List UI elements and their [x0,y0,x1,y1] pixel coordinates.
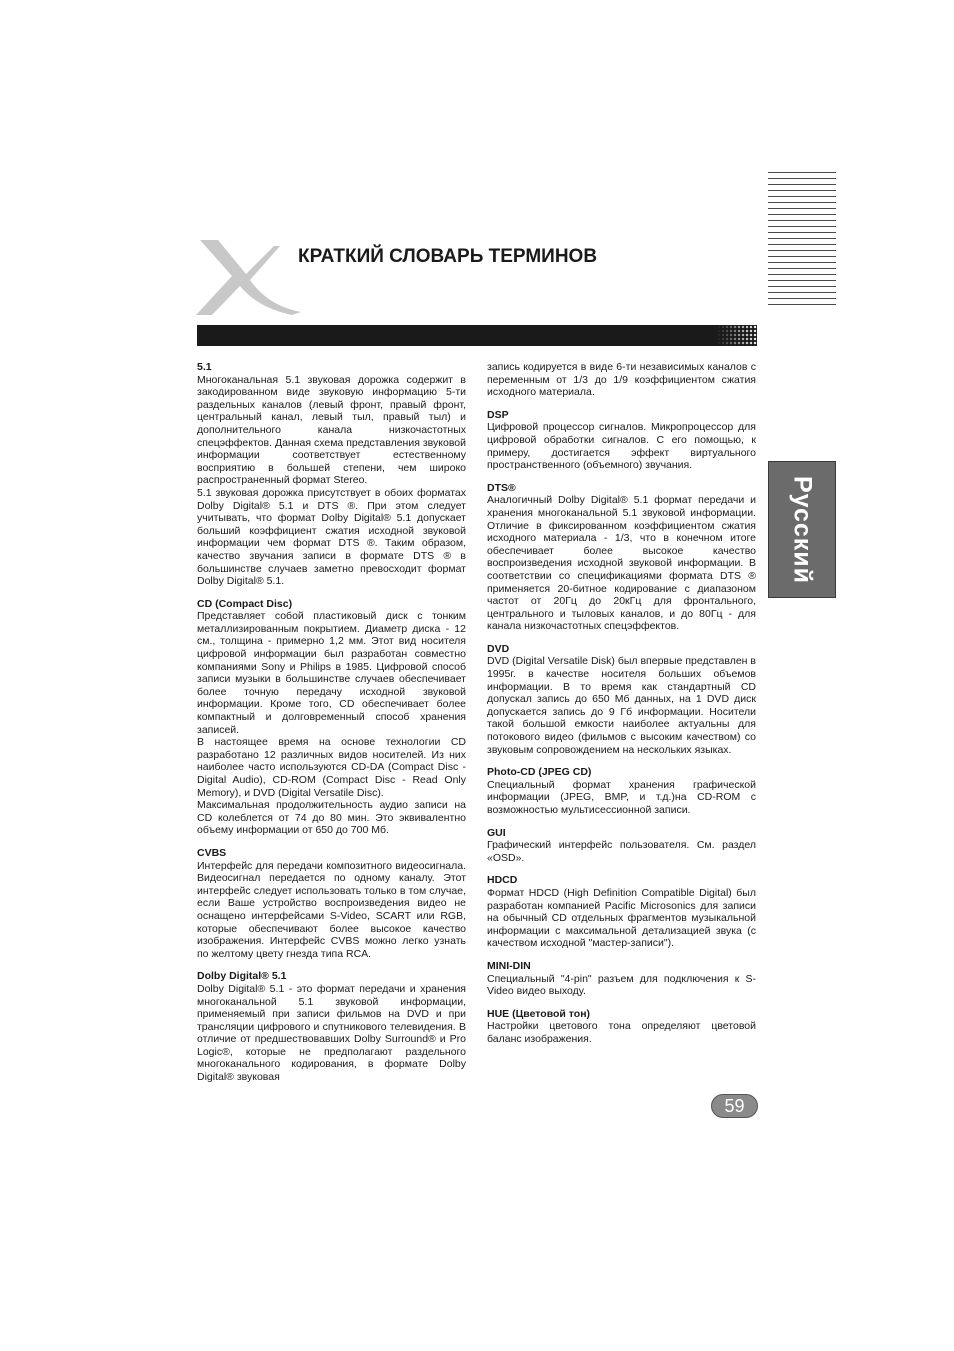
glossary-definition: Специальный "4-pin" разъем для подключения к S-Video видео выходу. [487,972,756,998]
header-bar-dot-pattern [717,325,757,346]
glossary-definition: Максимальная продолжительность аудио записи на CD колеблется от 74 до 80 мин. Это эквивалентно объему информации от 650 до 700 Мб. [197,799,466,837]
glossary-term: Photo-CD (JPEG CD) [487,766,592,779]
glossary-term: GUI [487,826,506,839]
glossary-definition: Формат HDCD (High Definition Compatible Digital) был разработан компанией Pacific Microsonics для записи на обычный CD отдельных фрагментов музыкальной информации с максимальной детализацией звука (с качеством исходной "мастер-записи"). [487,886,756,950]
glossary-definition: Графический интерфейс пользователя. См. раздел «OSD». [487,839,756,864]
brand-x-logo [196,240,301,315]
glossary-definition: Представляет собой пластиковый диск с тонким металлизированным покрытием. Диаметр диска - 12 см., толщина - примерно 1,2 мм. Этот вид носителя цифровой информации был разработан совместно компаниями Sony и Philips в 1985. Цифровой способ записи музыки в большинстве случаев обеспечивает более точную передачу исходной звуковой информации. Кроме того, CD обеспечивает более компактный и долговременный способ хранения записей. [197,610,466,736]
glossary-term: MINI-DIN [487,959,531,972]
right-column [487,361,756,1056]
glossary-definition: Интерфейс для передачи композитного видеосигнала. Видеосигнал передается по одному каналу. Этот интерфейс следует использовать только в том случае, если Ваше устройство воспроизведения видео не оснащено интерфейсами S-Video, SCART или RGB, которые обеспечивают более высокое качество изображения. Интерфейс CVBS можно легко узнать по желтому цвету гнезда типа RCA. [197,859,466,960]
glossary-definition: 5.1 звуковая дорожка присутствует в обоих форматах Dolby Digital® 5.1 и DTS ®. При этом следует учитывать, что формат Dolby Digital® 5.1 допускает больший коэффициент сжатия исходной звуковой информации чем формат DTS ®. Таким образом, качество звучания записи в формате DTS ® в большинстве случаев заметно превосходит формат Dolby Digital® 5.1. [197,486,466,588]
decorative-stripes [768,172,836,310]
glossary-entry [197,598,466,837]
language-tab [768,461,836,598]
left-column [197,361,466,1094]
glossary-entry [487,827,756,865]
glossary-entry [487,361,756,399]
glossary-term: HDCD [487,874,518,887]
glossary-entry [197,970,466,1083]
header-bar [197,325,757,346]
glossary-entry [197,847,466,960]
glossary-entry [487,766,756,816]
glossary-term: CVBS [197,846,227,859]
glossary-definition: DVD (Digital Versatile Disk) был впервые представлен в 1995г. в качестве носителя больших объемов информации. В то время как стандартный CD допускал запись до 650 Мб данных, на 1 DVD диск допускается запись до 9 Гб информации. Носители такой большой емкости наиболее актуальны для потокового видео (фильмов с высоким качеством) со звуковым сопровождением на нескольких языках. [487,655,756,756]
glossary-definition: Dolby Digital® 5.1 - это формат передачи и хранения многоканальной 5.1 звуковой информации, применяемый при записи фильмов на DVD и при трансляции цифрового и спутникового телевидения. В отличие от предшествовавших Dolby Surround® и Pro Logic®, которые не предполагают раздельного многоканального кодирования, в формате Dolby Digital® звуковая [197,982,466,1084]
glossary-term: Dolby Digital® 5.1 [197,970,287,983]
page-title: КРАТКИЙ СЛОВАРЬ ТЕРМИНОВ [298,246,598,267]
glossary-definition: В настоящее время на основе технологии CD разработано 12 различных видов носителей. Из них наиболее часто используются CD-DA (Compact Disc - Digital Audio), CD-ROM (Compact Disc - Read Only Memory), и DVD (Digital Versatile Disc). [197,736,466,799]
glossary-entry [197,361,466,588]
glossary-definition: запись кодируется в виде 6-ти независимых каналов с переменным от 1/3 до 1/9 коэффициентом сжатия исходного материала. [487,361,756,399]
glossary-term: DSP [487,408,509,421]
glossary-entry [487,409,756,472]
glossary-term: HUE (Цветовой тон) [487,1007,591,1020]
glossary-definition: Настройки цветового тона определяют цветовой баланс изображения. [487,1020,756,1045]
glossary-entry [487,482,756,633]
page-number: 59 [711,1094,758,1118]
language-tab-label: Русский [788,475,817,584]
glossary-entry [487,1008,756,1046]
glossary-definition: Многоканальная 5.1 звуковая дорожка содержит в закодированном виде звуковую информацию 5-ти раздельных каналов (левый фронт, правый фронт, центральный канал, левый тыл, правый тыл) и дополнительного канала низкочастотных спецэффектов. Данная схема представления звуковой информации соответствует естественному восприятию в большей степени, чем широко распространенный формат Stereo. [197,373,466,487]
glossary-term: DTS® [487,481,516,494]
glossary-term: DVD [487,642,510,655]
glossary-definition: Специальный формат хранения графической информации (JPEG, BMP, и т.д.)на CD-ROM с возможностью мультисессионной записи. [487,778,756,816]
glossary-definition: Аналогичный Dolby Digital® 5.1 формат передачи и хранения многоканальной 5.1 звуковой информации. Отличие в фиксированном коэффициентом сжатия исходного материала - 1/3, что в конечном итоге обеспечивает более высокое качество воспроизведения исходной звуковой информации. В соответствии со спецификациями формата DTS ® применяется 20-битное кодирование с диапазоном частот от 20Гц до 20кГц для фронтального, центрального и тыловых каналов, и до 80Гц - для канала низкочастотных спецэффектов. [487,494,756,633]
glossary-entry [487,643,756,756]
glossary-term: CD (Compact Disc) [197,597,293,610]
glossary-term: 5.1 [197,361,212,373]
glossary-entry [487,960,756,998]
glossary-definition: Цифровой процессор сигналов. Микропроцессор для цифровой обработки сигналов. С его помощью, к примеру, достигается эффект виртуального пространственного (объемного) звучания. [487,421,756,472]
glossary-entry [487,874,756,950]
